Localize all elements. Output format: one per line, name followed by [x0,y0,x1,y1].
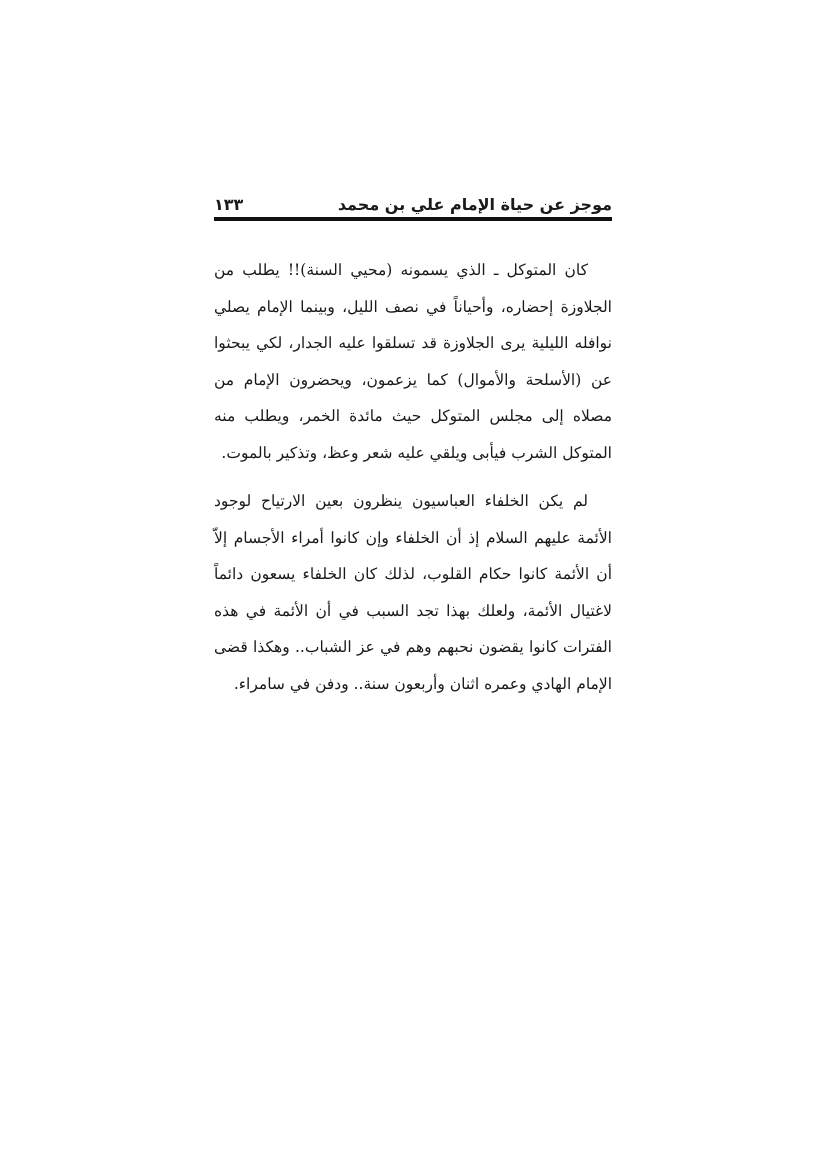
paragraph-1: كان المتوكل ـ الذي يسمونه (محيي السنة)!! يطلب من الجلاوزة إحضاره، وأحياناً في نصف الليل، وبينما الإمام يصلي نوافله الليلية يرى الجلاوزة قد تسلقوا عليه الجدار، لكي يبحثوا عن (الأسلحة والأموال) كما يزعمون، ويحضرون الإمام من مصلاه إلى مجلس المتوكل حيث مائدة الخمر، ويطلب منه المتوكل الشرب فيأبى ويلقي عليه شعر وعظ، وتذكير بالموت. [214,261,612,462]
paragraph-2: لم يكن الخلفاء العباسيون ينظرون بعين الارتياح لوجود الأئمة عليهم السلام إذ أن الخلفاء وإن كانوا أمراء الأجسام إلاّ أن الأئمة كانوا حكام القلوب، لذلك كان الخلفاء يسعون دائماً لاغتيال الأئمة، ولعلك بهذا تجد السبب في أن الأئمة في هذه الفترات كانوا يقضون نحبهم وهم في عز الشباب.. وهكذا قضى الإمام الهادي وعمره اثنان وأربعون سنة.. ودفن في سامراء. [214,492,612,693]
running-header [214,194,612,218]
body-text [214,252,612,702]
header-title: موجز عن حياة الإمام علي بن محمد [337,195,612,214]
page-number: ١٣٣ [214,195,244,214]
header-divider [214,217,612,221]
